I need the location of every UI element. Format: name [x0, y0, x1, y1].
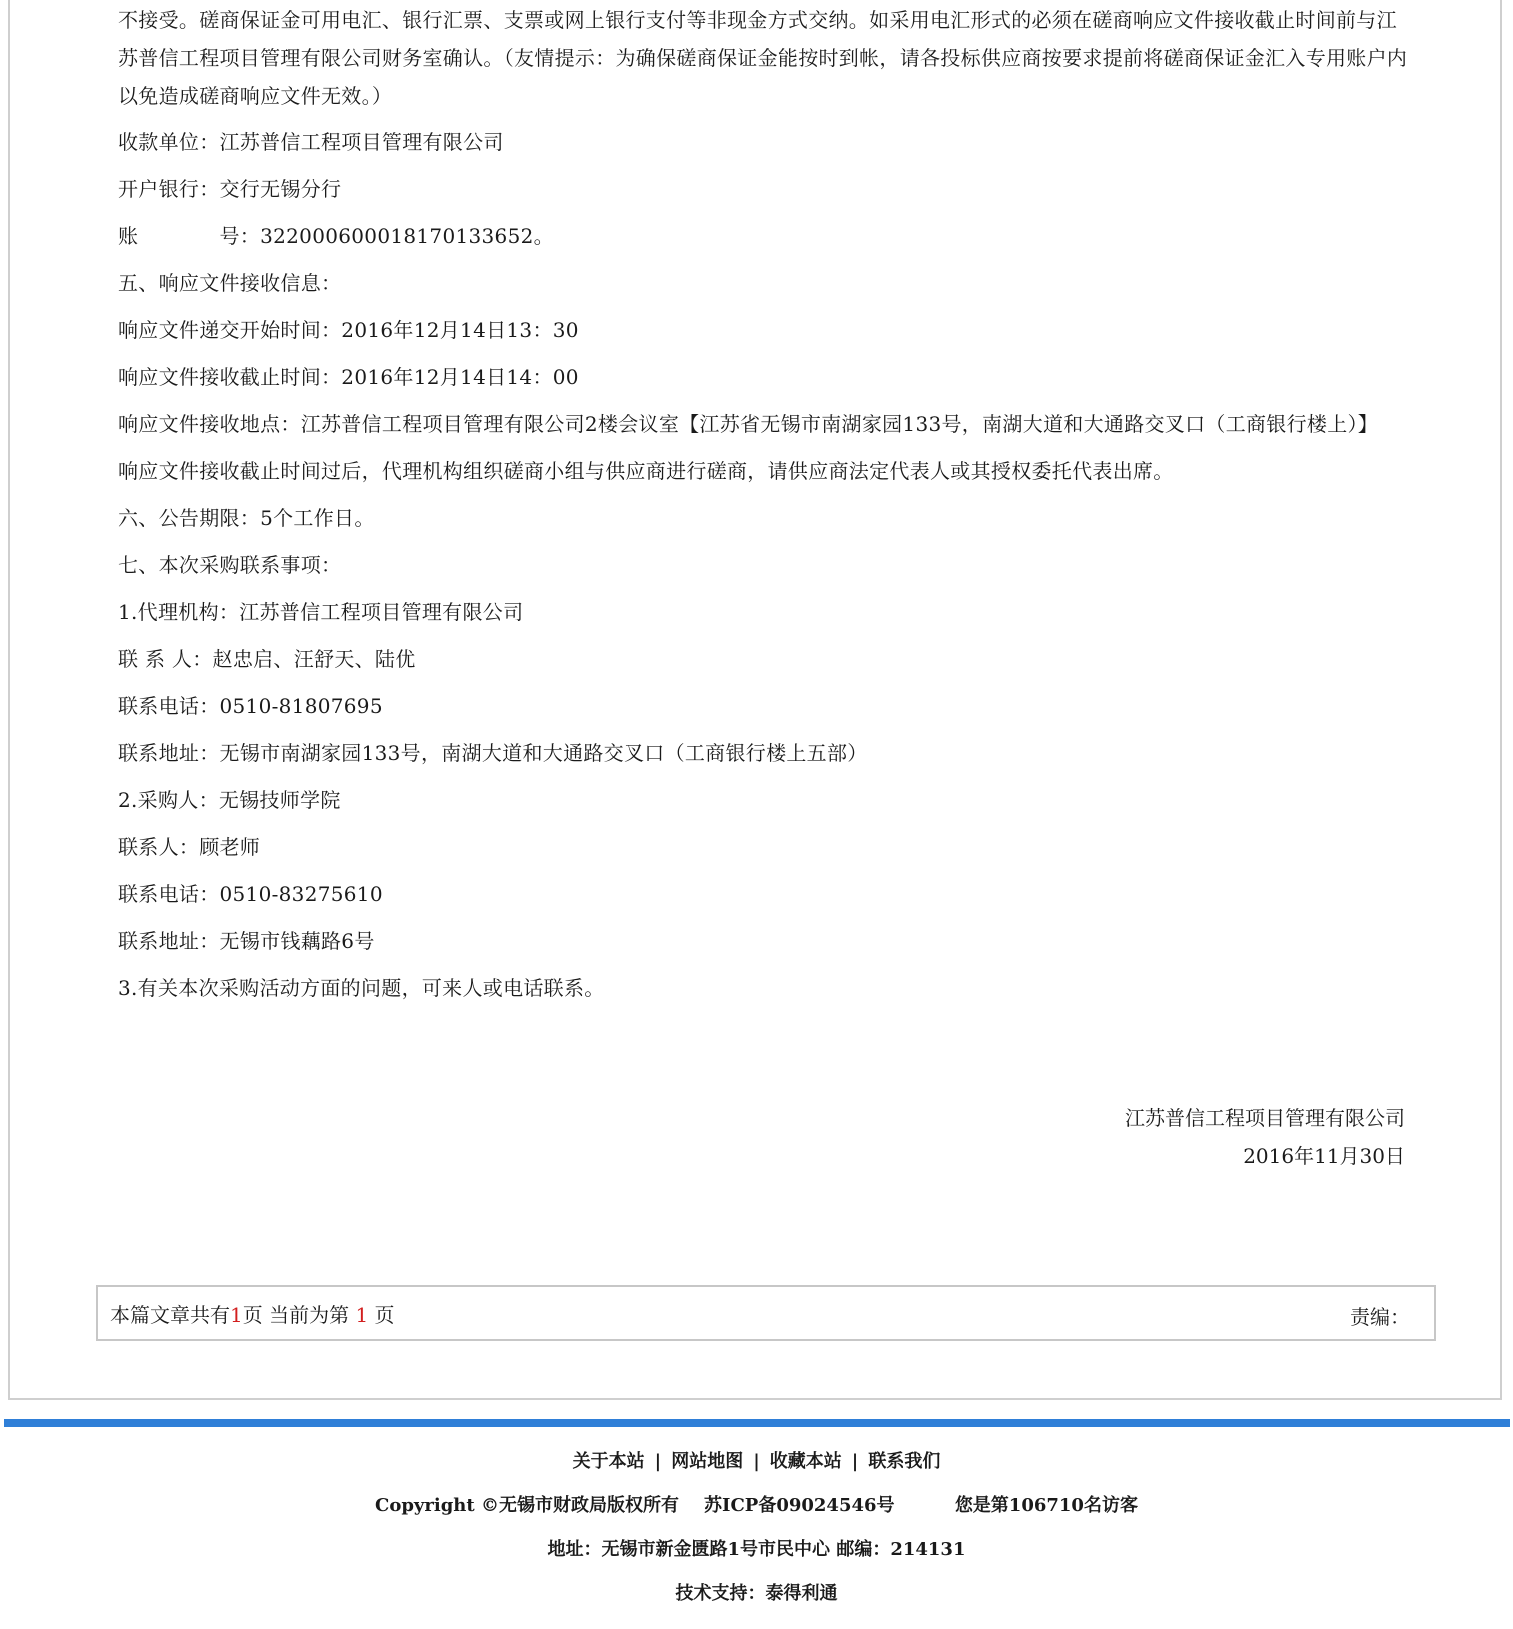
article-container	[8, 0, 1502, 1400]
footer-copyright-row	[0, 1484, 1513, 1528]
site-footer	[0, 1440, 1513, 1616]
agency-phone: 联系电话：0510-81807695	[118, 694, 383, 718]
signature-date: 2016年11月30日	[1243, 1144, 1405, 1168]
editor-label: 责编：	[1350, 1305, 1410, 1329]
agency-contact-person: 联 系 人：赵忠启、汪舒天、陆优	[118, 647, 416, 671]
icp-number: 苏ICP备09024546号	[704, 1495, 895, 1516]
section-7-heading: 七、本次采购联系事项：	[118, 553, 342, 577]
footer-links	[0, 1440, 1513, 1484]
total-pages: 1	[230, 1303, 243, 1327]
section-5-heading: 五、响应文件接收信息：	[118, 271, 342, 295]
article-body	[118, 0, 1408, 1016]
contact-note: 3.有关本次采购活动方面的问题，可来人或电话联系。	[118, 976, 605, 1000]
pagination-suffix: 页	[368, 1303, 395, 1327]
pagination-prefix: 本篇文章共有	[110, 1303, 230, 1327]
after-deadline-note: 响应文件接收截止时间过后，代理机构组织磋商小组与供应商进行磋商，请供应商法定代表人或其授权委托代表出席。	[118, 459, 1174, 483]
footer-divider	[4, 1419, 1510, 1427]
pagination-bar	[96, 1285, 1436, 1341]
footer-address: 地址：无锡市新金匮路1号市民中心 邮编：214131	[547, 1539, 966, 1560]
copyright-text: Copyright ©无锡市财政局版权所有	[375, 1495, 679, 1516]
agency-name: 1.代理机构：江苏普信工程项目管理有限公司	[118, 600, 524, 624]
current-page: 1	[355, 1303, 369, 1327]
signature-block	[1125, 1099, 1405, 1175]
section-6-heading: 六、公告期限：5个工作日。	[118, 506, 375, 530]
pagination-info	[110, 1299, 395, 1328]
footer-link-bookmark[interactable]: 收藏本站	[769, 1451, 842, 1472]
submission-start-time: 响应文件递交开始时间：2016年12月14日13：30	[118, 318, 579, 342]
footer-separator: |	[654, 1451, 662, 1472]
payee-line: 收款单位：江苏普信工程项目管理有限公司	[118, 130, 504, 154]
purchaser-phone: 联系电话：0510-83275610	[118, 882, 383, 906]
footer-separator: |	[851, 1451, 859, 1472]
submission-location: 响应文件接收地点：江苏普信工程项目管理有限公司2楼会议室【江苏省无锡市南湖家园133号，南湖大道和大通路交叉口（工商银行楼上）】	[118, 412, 1379, 436]
footer-link-contact[interactable]: 联系我们	[868, 1451, 941, 1472]
deposit-paragraph: 不接受。磋商保证金可用电汇、银行汇票、支票或网上银行支付等非现金方式交纳。如采用电汇形式的必须在磋商响应文件接收截止时间前与江苏普信工程项目管理有限公司财务室确认。（友情提示：为确保磋商保证金能按时到帐，请各投标供应商按要求提前将磋商保证金汇入专用账户内以免造成磋商响应文件无效。）	[118, 8, 1408, 108]
signature-company: 江苏普信工程项目管理有限公司	[1125, 1106, 1405, 1130]
footer-link-about[interactable]: 关于本站	[572, 1451, 645, 1472]
pagination-middle: 页 当前为第	[242, 1303, 356, 1327]
footer-separator: |	[753, 1451, 760, 1472]
account-line: 账 号：322000600018170133652。	[118, 224, 554, 248]
visitor-counter: 您是第106710名访客	[954, 1495, 1138, 1516]
bank-line: 开户银行：交行无锡分行	[118, 177, 342, 201]
footer-link-sitemap[interactable]: 网站地图	[671, 1451, 744, 1472]
footer-tech-support: 技术支持：泰得利通	[675, 1583, 838, 1604]
submission-deadline: 响应文件接收截止时间：2016年12月14日14：00	[118, 365, 579, 389]
purchaser-contact-person: 联系人：顾老师	[118, 835, 261, 859]
agency-address: 联系地址：无锡市南湖家园133号，南湖大道和大通路交叉口（工商银行楼上五部）	[118, 741, 868, 765]
purchaser-address: 联系地址：无锡市钱藕路6号	[118, 929, 375, 953]
purchaser-name: 2.采购人：无锡技师学院	[118, 788, 341, 812]
